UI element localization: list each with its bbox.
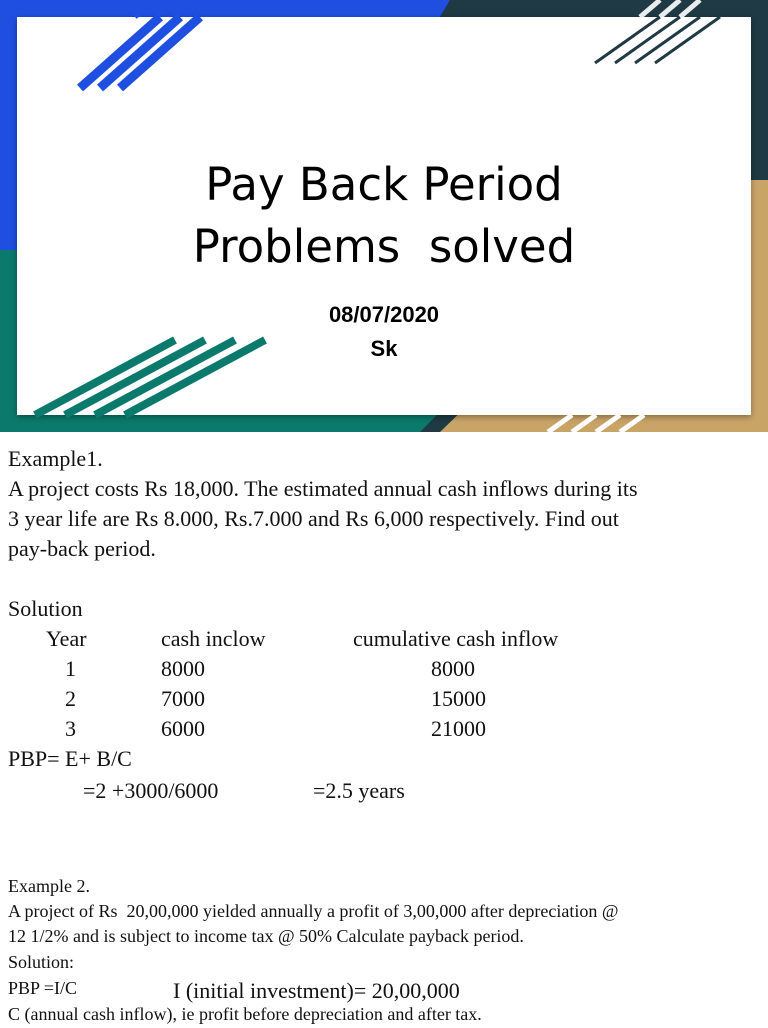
slide-date: 08/07/2020 [328, 302, 440, 327]
table-cell-inflow: 8000 [161, 656, 205, 681]
table-header-cash-inflow: cash inclow [161, 626, 266, 651]
example1-problem-line: pay-back period. [8, 536, 156, 561]
example2-solution-label: Solution: [8, 952, 75, 972]
table-cell-inflow: 6000 [161, 716, 205, 741]
table-cell-cumulative: 15000 [431, 686, 486, 711]
table-cell-year: 1 [65, 656, 76, 681]
example1-result: =2.5 years [313, 778, 405, 803]
example2-formula: PBP =I/C [8, 978, 78, 998]
title-line-1: Pay Back Period [205, 158, 563, 211]
example2-cashflow-line: C (annual cash inflow), ie profit before depreciation and after tax. [8, 1004, 482, 1024]
table-cell-year: 2 [65, 686, 76, 711]
table-header-cumulative: cumulative cash inflow [353, 626, 559, 651]
example1-problem-line: A project costs Rs 18,000. The estimated annual cash inflows during its [8, 476, 638, 501]
table-cell-cumulative: 21000 [431, 716, 486, 741]
example1-problem-line: 3 year life are Rs 8.000, Rs.7.000 and Rs 6,000 respectively. Find out [8, 506, 619, 531]
slide-author: Sk [370, 336, 398, 361]
title-line-2: Problems solved [192, 220, 576, 273]
example1-heading: Example1. [8, 446, 103, 471]
example1-solution-label: Solution [8, 596, 83, 621]
example2-problem-line: A project of Rs 20,00,000 yielded annually a profit of 3,00,000 after depreciation @ [8, 901, 619, 921]
title-slide [0, 0, 768, 432]
slide-subtitle [17, 298, 751, 366]
example1-calculation: =2 +3000/6000 [83, 778, 219, 803]
example2-heading: Example 2. [8, 876, 90, 896]
table-cell-year: 3 [65, 716, 76, 741]
slide-title [17, 154, 751, 278]
example2-problem-line: 12 1/2% and is subject to income tax @ 50% Calculate payback period. [8, 926, 524, 946]
example1-formula: PBP= E+ B/C [8, 746, 132, 771]
table-cell-inflow: 7000 [161, 686, 205, 711]
example2-investment: I (initial investment)= 20,00,000 [173, 978, 460, 1003]
table-cell-cumulative: 8000 [431, 656, 475, 681]
table-header-year: Year [46, 626, 87, 651]
